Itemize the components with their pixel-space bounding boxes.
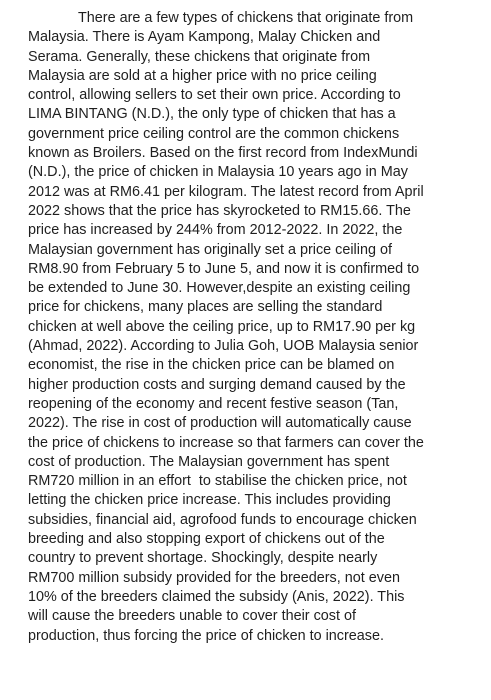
text-line: chicken at well above the ceiling price, up to RM17.90 per kg	[28, 318, 416, 335]
text-line: economist, the rise in the chicken price can be blamed on	[28, 357, 395, 374]
text-line: RM700 million subsidy provided for the breeders, not even	[28, 569, 400, 586]
text-line: (Ahmad, 2022). According to Julia Goh, UOB Malaysia senior	[28, 338, 419, 355]
text-line: 2022 shows that the price has skyrocketed to RM15.66. The	[28, 202, 411, 219]
text-line: Serama. Generally, these chickens that originate from	[28, 48, 371, 65]
text-line: Malaysian government has originally set a price ceiling of	[28, 241, 392, 258]
text-line: the price of chickens to increase so that farmers can cover the	[28, 434, 424, 451]
text-line: known as Broilers. Based on the first record from IndexMundi	[28, 145, 418, 162]
text-line: 2022). The rise in cost of production will automatically cause	[28, 415, 412, 432]
text-line: reopening of the economy and recent festive season (Tan,	[28, 395, 399, 412]
text-line: country to prevent shortage. Shockingly, despite nearly	[28, 550, 378, 567]
text-line: Malaysia are sold at a higher price with no price ceiling	[28, 67, 377, 84]
text-line: higher production costs and surging demand caused by the	[28, 376, 406, 393]
text-line: letting the chicken price increase. This includes providing	[28, 492, 391, 509]
text-line: cost of production. The Malaysian government has spent	[28, 453, 390, 470]
text-line: subsidies, financial aid, agrofood funds to encourage chicken	[28, 511, 417, 528]
text-line: government price ceiling control are the common chickens	[28, 125, 400, 142]
text-line: will cause the breeders unable to cover their cost of	[28, 608, 356, 625]
text-line: price has increased by 244% from 2012-2022. In 2022, the	[28, 222, 403, 239]
text-line: breeding and also stopping export of chickens out of the	[28, 531, 385, 548]
text-line: RM8.90 from February 5 to June 5, and now it is confirmed to	[28, 260, 420, 277]
text-line: 10% of the breeders claimed the subsidy (Anis, 2022). This	[28, 588, 405, 605]
text-line: LIMA BINTANG (N.D.), the only type of chicken that has a	[28, 106, 396, 123]
body-paragraph	[28, 9, 483, 646]
text-line: RM720 million in an effort to stabilise the chicken price, not	[28, 473, 407, 490]
text-line: control, allowing sellers to set their own price. According to	[28, 87, 401, 104]
text-line: production, thus forcing the price of chicken to increase.	[28, 627, 384, 644]
text-line: Malaysia. There is Ayam Kampong, Malay Chicken and	[28, 29, 381, 46]
text-line: 2012 was at RM6.41 per kilogram. The latest record from April	[28, 183, 424, 200]
text-line: There are a few types of chickens that originate from	[78, 10, 414, 26]
text-line: be extended to June 30. However,despite an existing ceiling	[28, 280, 411, 297]
text-line: price for chickens, many places are selling the standard	[28, 299, 383, 316]
text-line: (N.D.), the price of chicken in Malaysia 10 years ago in May	[28, 164, 408, 181]
